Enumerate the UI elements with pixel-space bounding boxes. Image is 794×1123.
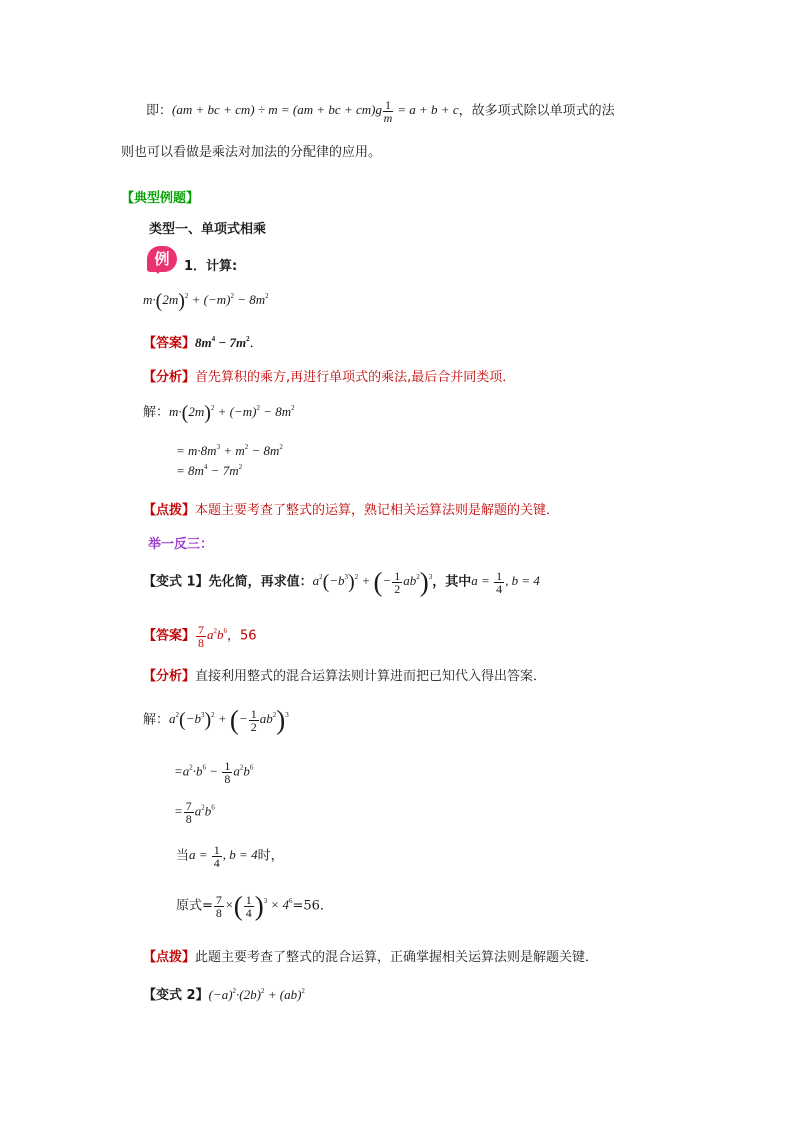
variant1-tip (143, 946, 598, 965)
variant1-analysis-text: 直接利用整式的混合运算法则计算进而把已知代入得出答案． (195, 669, 547, 684)
variant1-original: 原式= $\frac{7}{8}$ ×( $\frac{1}{4}$ )$^3 \times 4^6=56$． (176, 890, 333, 921)
when-prefix: 当 (176, 848, 190, 864)
variant1-solution-line1: 解：$a^2(-b^3)^2$ + (− $\frac{1}{2}$ $ab^2)^3$ (143, 704, 289, 735)
variant1-tip-tag: 【点拨】 (143, 950, 196, 965)
example1-tip (143, 499, 559, 518)
variant2-tag: 【变式 2】 (143, 988, 209, 1003)
example1-label: 1．计算: (184, 259, 238, 274)
practice-title: 举一反三： (148, 537, 214, 552)
variant1-question: 【变式 1】先化简，再求值：$a^2(-b^3)^2$ + (− $\frac{1}{2}$ $ab^2)^3$，其中a = $\frac{1}{4}$ , b = 4 (143, 566, 540, 597)
answer-math: $8m^4 - 7m^2$ (195, 335, 250, 350)
variant1-solution-line2: $=a^2\cdot b^6$ − $\frac{1}{8}$ $a^2b^6$ (174, 759, 254, 786)
intro-line-2: 则也可以看做是乘法对加法的分配律的应用。 (121, 145, 382, 160)
example1-solution-line2: = $m\cdot 8m^3 + m^2 - 8m^2$ (176, 443, 283, 458)
intro-line-1 (146, 99, 615, 124)
variant1-answer-tag: 【答案】 (143, 628, 196, 644)
orig-prefix: 原式= (176, 898, 213, 914)
variant1-analysis-tag: 【分析】 (143, 669, 196, 684)
intro-prefix: 即： (146, 103, 173, 119)
tip-text: 本题主要考查了整式的运算，熟记相关运算法则是解题的关键． (195, 503, 560, 518)
variant1-tag: 【变式 1】 (143, 574, 209, 590)
example1-analysis (143, 366, 515, 385)
variant1-where: ，其中 (432, 574, 472, 590)
answer-period: ． (249, 336, 263, 351)
intro-suffix: ，故多项式除以单项式的法 (458, 103, 615, 119)
variant1-tip-text: 此题主要考查了整式的混合运算，正确掌握相关运算法则是解题关键． (195, 950, 599, 965)
variant1-when: 当a = $\frac{1}{4}$ , b = 4时， (176, 843, 284, 870)
analysis-tag: 【分析】 (143, 370, 196, 385)
section-title: 【典型例题】 (121, 191, 200, 206)
analysis-text: 首先算积的乘方,再进行单项式的乘法,最后合并同类项． (195, 370, 516, 385)
intro-formula: (am + bc + cm) ÷ m = (am + bc + cm)g $\frac{1}{m}$ = a + b + c (172, 98, 459, 125)
variant2-question: 【变式 2】$(-a)^2\cdot(2b)^2 + (ab)^2$ (143, 987, 305, 1003)
orig-result: =56 (292, 898, 320, 914)
variant1-solution-line3: = $\frac{7}{8}$ $a^2b^6$ (174, 799, 215, 826)
when-suffix: 时， (257, 848, 284, 864)
variant1-answer: 【答案】 $\frac{7}{8}$ $a^2b^6$，56 (143, 623, 257, 650)
example1-solution-line3: = $8m^4 - 7m^2$ (176, 463, 243, 478)
example1-answer (143, 332, 263, 351)
variant1-answer-value: ，56 (227, 628, 257, 644)
variant1-text: 先化简，再求值： (208, 574, 313, 590)
variant1-analysis (143, 665, 546, 684)
example1-solution-line1: 解：$m\cdot(2m)^2 + (-m)^2 - 8m^2$ (143, 402, 295, 425)
example1-expression: $m\cdot(2m)^2 + (-m)^2 - 8m^2$ (143, 290, 269, 313)
type1-heading: 类型一、单项式相乘 (149, 222, 267, 237)
solution-label: 解： (143, 405, 170, 420)
tip-tag: 【点拨】 (143, 503, 196, 518)
answer-tag: 【答案】 (143, 336, 196, 351)
variant1-solution-label: 解： (143, 712, 170, 728)
example-badge: 例 (147, 246, 177, 272)
